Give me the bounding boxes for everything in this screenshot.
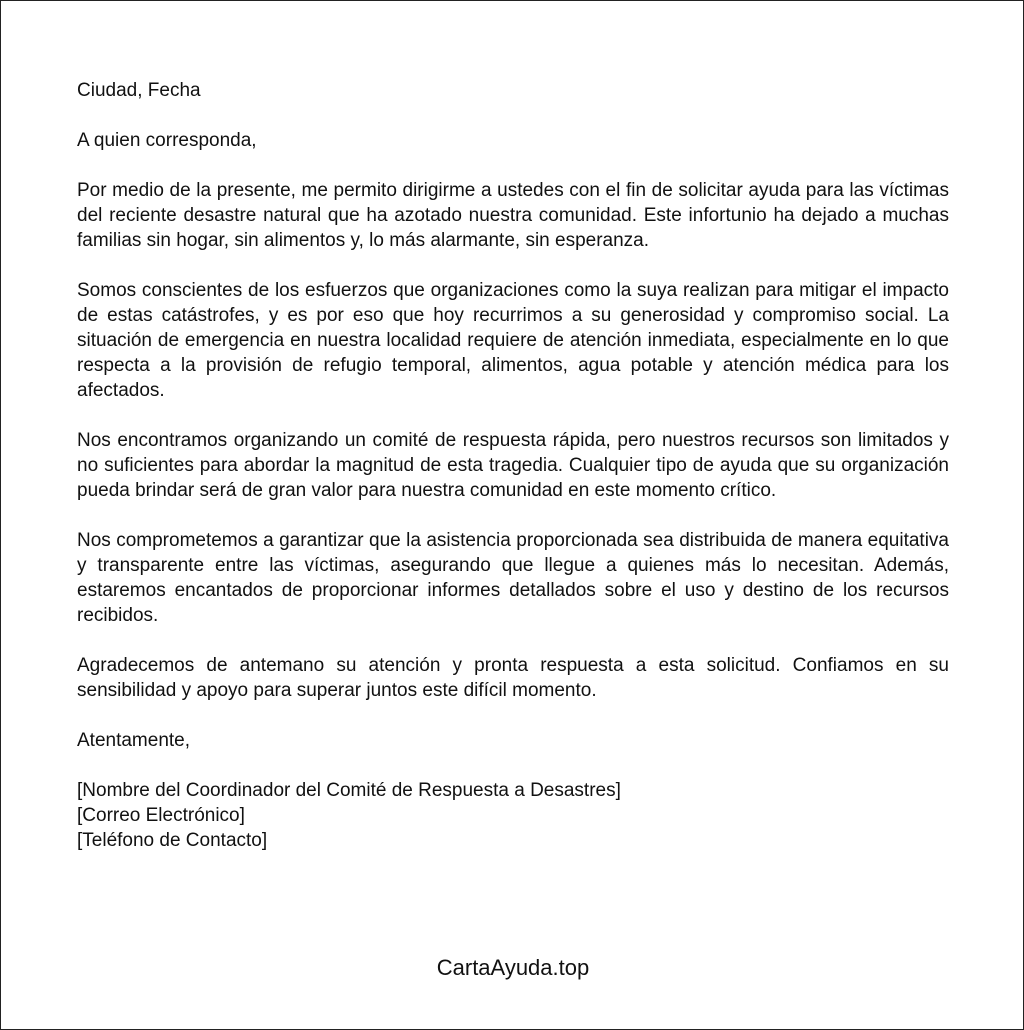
- signature-block: [77, 778, 949, 853]
- letter-body: [77, 78, 949, 853]
- footer-site-name: CartaAyuda.top: [436, 955, 590, 980]
- place-date: Ciudad, Fecha: [77, 80, 201, 101]
- paragraph-commitment: Nos comprometemos a garantizar que la asistencia proporcionada sea distribuida de manera equitativa y transparente entre las víctimas, asegurando que llegue a quienes más lo necesitan. Además, estaremos encantados de proporcionar informes detallados sobre el uso y destino de los recursos recibidos.: [77, 530, 949, 626]
- signature-email: [Correo Electrónico]: [77, 805, 245, 826]
- signature-name: [Nombre del Coordinador del Comité de Respuesta a Desastres]: [77, 780, 621, 801]
- salutation: A quien corresponda,: [77, 130, 257, 151]
- signature-phone: [Teléfono de Contacto]: [77, 830, 268, 851]
- paragraph-intro: Por medio de la presente, me permito dirigirme a ustedes con el fin de solicitar ayuda para las víctimas del reciente desastre natural que ha azotado nuestra comunidad. Este infortunio ha dejado a muchas familias sin hogar, sin alimentos y, lo más alarmante, sin esperanza.: [77, 180, 949, 251]
- closing: Atentamente,: [77, 730, 191, 751]
- paragraph-request: Nos encontramos organizando un comité de respuesta rápida, pero nuestros recursos son limitados y no suficientes para abordar la magnitud de esta tragedia. Cualquier tipo de ayuda que su organización pueda brindar será de gran valor para nuestra comunidad en este momento crítico.: [77, 430, 949, 501]
- paragraph-context: Somos conscientes de los esfuerzos que organizaciones como la suya realizan para mitigar el impacto de estas catástrofes, y es por eso que hoy recurrimos a su generosidad y compromiso social. La situación de emergencia en nuestra localidad requiere de atención inmediata, especialmente en lo que respecta a la provisión de refugio temporal, alimentos, agua potable y atención médica para los afectados.: [77, 280, 949, 401]
- paragraph-thanks: Agradecemos de antemano su atención y pronta respuesta a esta solicitud. Confiamos en su sensibilidad y apoyo para superar juntos este difícil momento.: [77, 655, 949, 701]
